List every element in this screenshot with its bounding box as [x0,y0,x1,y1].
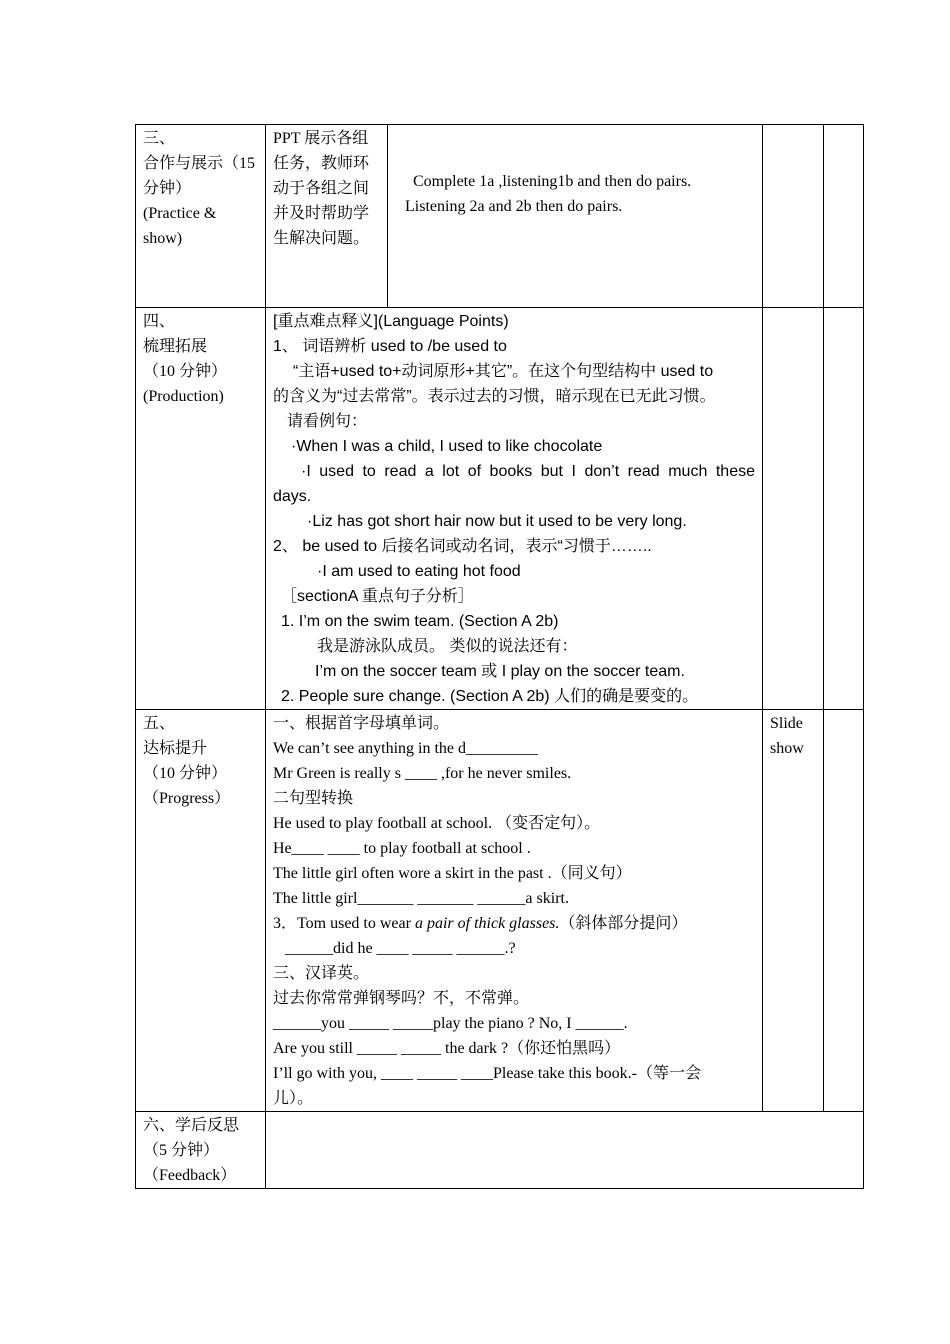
exercise-question: Mr Green is really s ____ ,for he never smiles. [273,765,572,782]
exercise-question: 过去你常常弹钢琴吗？不，不常弹。 [273,990,530,1007]
point-1-rule: “主语+used to+动词原形+其它”。在这个句型结构中 used to [293,363,714,380]
resource-label: show [770,740,804,757]
exercise-part-title: 一、根据首字母填单词。 [273,715,450,732]
question-suffix: （斜体部分提问） [559,915,688,932]
teacher-activity-text: 并及时帮助学 [273,205,370,222]
resource-cell [763,125,824,308]
section-heading: ［sectionA 重点句子分析］ [281,588,474,605]
stage-label: 合作与展示（15 [143,155,256,172]
exercise-question: He____ ____ to play football at school . [273,840,531,857]
stage-label: 四、 [143,313,176,330]
language-points-cell [266,308,763,710]
notes-cell [824,710,864,1112]
notes-cell [824,125,864,308]
point-1-title: 1、 词语辨析 used to /be used to [273,338,507,355]
question-italic-part: a pair of thick glasses. [414,915,560,932]
stage-label: （Progress） [143,790,231,807]
example-sentence: ·Liz has got short hair now but it used to be very long. [307,513,687,530]
feedback-content-cell [266,1112,864,1189]
exercise-question: ______you _____ _____play the piano ? No, I ______. [273,1015,628,1032]
stage-label: （Feedback） [143,1167,237,1184]
stage-label: 六、学后反思 [143,1117,240,1134]
key-sentence: 1. I’m on the swim team. (Section A 2b) [281,613,559,630]
stage-label: 分钟） [143,180,192,197]
exercise-question: The little girl_______ _______ ______a skirt. [273,890,569,907]
stage-label: 达标提升 [143,740,208,757]
row-production [136,308,864,710]
exercise-question: The little girl often wore a skirt in the past .（同义句） [273,865,632,882]
resource-cell [763,308,824,710]
exercise-question: I’ll go with you, ____ _____ ____Please take this book.-（等一会 [273,1065,701,1082]
exercise-question: He used to play football at school. （变否定句）。 [273,815,601,832]
example-sentence: days. [273,488,312,505]
stage-label: （10 分钟） [143,363,228,380]
stage-cell-practice [136,125,266,308]
example-sentence: ·I used to read a lot of books but I don’t read much these [301,463,755,480]
stage-label: 五、 [143,715,176,732]
stage-label: (Production) [143,388,224,405]
exercise-question: 儿）。 [273,1090,314,1107]
exercise-part-title: 二句型转换 [273,790,354,807]
exercise-question [273,911,755,936]
key-sentence-note: 我是游泳队成员。 类似的说法还有： [317,638,578,655]
key-sentence: 2. People sure change. (Section A 2b) 人们的确是要变的。 [281,688,699,705]
teacher-activity-text: 动于各组之间 [273,180,370,197]
teacher-activity-text: 任务，教师环 [273,155,370,172]
row-feedback [136,1112,864,1189]
row-practice [136,125,864,308]
row-progress [136,710,864,1112]
exercise-part-title: 三、汉译英。 [273,965,370,982]
teacher-activity-text: 生解决问题。 [273,230,370,247]
stage-cell-feedback [136,1112,266,1189]
practice-content-cell [388,125,763,308]
stage-label: （5 分钟） [143,1142,220,1159]
practice-instruction: Listening 2a and 2b then do pairs. [405,198,623,215]
point-2-title: 2、 be used to 后接名词或动名词，表示“习惯于…….. [273,538,652,555]
stage-label: （10 分钟） [143,765,228,782]
stage-cell-production [136,308,266,710]
language-points-heading: [重点难点释义](Language Points) [273,313,509,330]
point-1-rule: 的含义为“过去常常”。表示过去的习惯，暗示现在已无此习惯。 [273,388,716,405]
stage-label: (Practice & [143,205,217,222]
exercise-question: We can’t see anything in the d_________ [273,740,539,757]
key-sentence-alt: I’m on the soccer team 或 I play on the soccer team. [315,663,685,680]
example-sentence: ·I am used to eating hot food [317,563,521,580]
exercises-cell [266,710,763,1112]
exercise-question: Are you still _____ _____ the dark ?（你还怕黑吗） [273,1040,621,1057]
example-sentence: ·When I was a child, I used to like chocolate [291,438,603,455]
resource-label: Slide [770,715,803,732]
lesson-plan-table [135,124,864,1189]
examples-label: 请看例句： [287,413,368,430]
practice-instruction: Complete 1a ,listening1b and then do pairs. [413,173,692,190]
stage-label: 三、 [143,130,176,147]
stage-label: show) [143,230,183,247]
stage-label: 梳理拓展 [143,338,208,355]
teacher-activity-cell [266,125,388,308]
teacher-activity-text: PPT 展示各组 [273,130,369,147]
question-prefix: 3．Tom used to wear [273,915,415,932]
resource-cell [763,710,824,1112]
notes-cell [824,308,864,710]
stage-cell-progress [136,710,266,1112]
exercise-question: ______did he ____ _____ ______.? [285,940,516,957]
